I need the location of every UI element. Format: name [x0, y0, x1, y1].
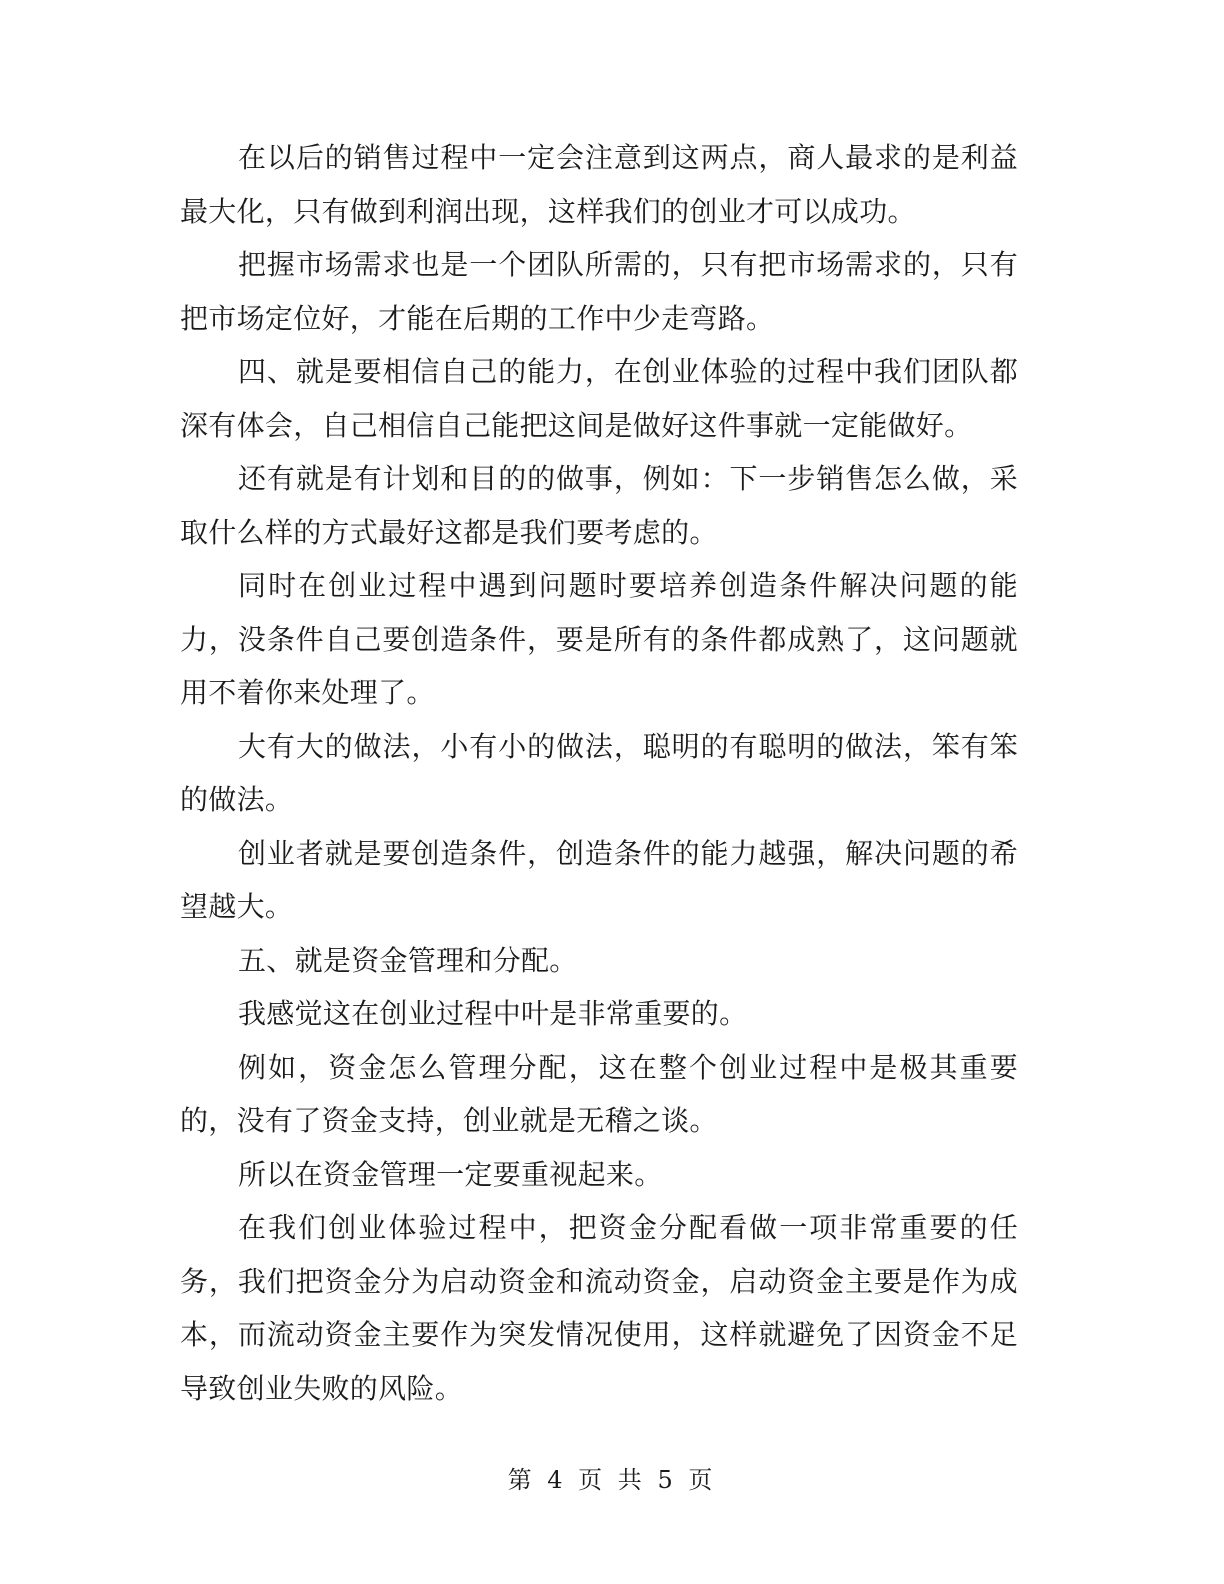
paragraph: 把握市场需求也是一个团队所需的，只有把市场需求的，只有把市场定位好，才能在后期的工作中少走弯路。	[180, 248, 1018, 335]
paragraph: 创业者就是要创造条件，创造条件的能力越强，解决问题的希望越大。	[180, 836, 1018, 923]
paragraph: 在我们创业体验过程中，把资金分配看做一项非常重要的任务，我们把资金分为启动资金和流动资金，启动资金主要是作为成本，而流动资金主要作为突发情况使用，这样就避免了因资金不足导致创业失败的风险。	[180, 1211, 1018, 1405]
paragraph: 四、就是要相信自己的能力，在创业体验的过程中我们团队都深有体会，自己相信自己能把这间是做好这件事就一定能做好。	[180, 355, 1018, 442]
document-body	[180, 131, 1018, 1415]
paragraph: 大有大的做法，小有小的做法，聪明的有聪明的做法，笨有笨的做法。	[180, 729, 1018, 816]
paragraph: 所以在资金管理一定要重视起来。	[238, 1157, 663, 1191]
paragraph: 同时在创业过程中遇到问题时要培养创造条件解决问题的能力，没条件自己要创造条件，要是所有的条件都成熟了，这问题就用不着你来处理了。	[180, 569, 1018, 709]
paragraph: 五、就是资金管理和分配。	[238, 943, 578, 977]
paragraph: 在以后的销售过程中一定会注意到这两点，商人最求的是利益最大化，只有做到利润出现，这样我们的创业才可以成功。	[180, 141, 1018, 228]
paragraph: 还有就是有计划和目的的做事，例如：下一步销售怎么做，采取什么样的方式最好这都是我们要考虑的。	[180, 462, 1018, 549]
paragraph: 例如，资金怎么管理分配，这在整个创业过程中是极其重要的，没有了资金支持，创业就是无稽之谈。	[180, 1050, 1018, 1137]
paragraph: 我感觉这在创业过程中叶是非常重要的。	[238, 997, 748, 1030]
page-number-footer: 第 4 页 共 5 页	[507, 1466, 717, 1494]
